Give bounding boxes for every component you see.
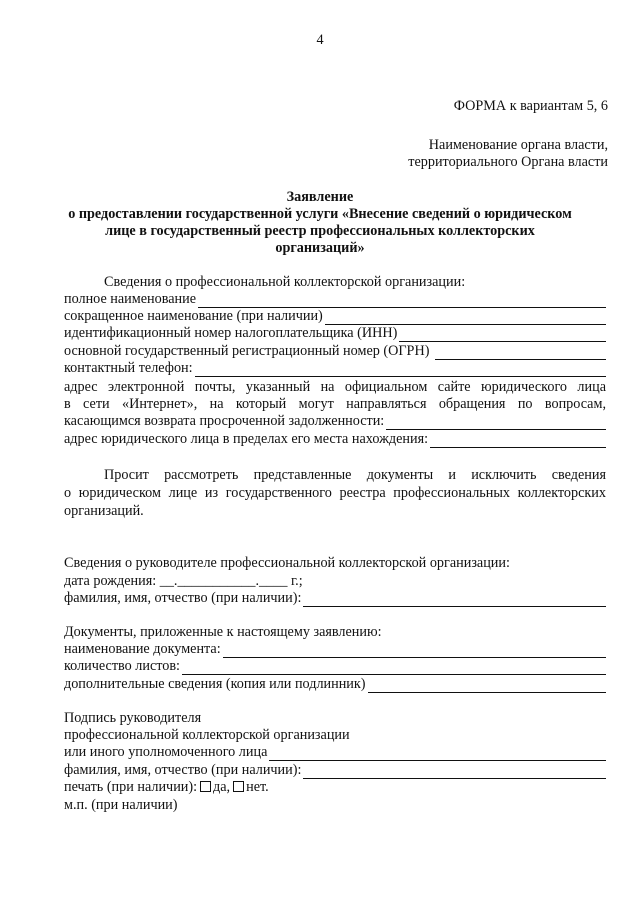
head-section-heading: Сведения о руководителе профессиональной коллекторской организации: [64,555,510,571]
email-line-3: касающимся возврата просроченной задолженности: [64,413,385,429]
title-line-1: о предоставлении государственной услуги «Внесение сведений о юридическом [68,206,572,222]
email-row [64,413,606,430]
doc-name-label: наименование документа: [64,641,221,657]
stamp-yes-checkbox[interactable] [200,781,211,792]
ogrn-row [64,343,606,360]
signature-line-1: Подпись руководителя [64,710,202,726]
full-name-field[interactable] [198,294,606,308]
address-row [64,431,606,448]
stamp-yes-label: да, [213,779,231,795]
document-title: Заявление [286,189,354,205]
org-section-heading: Сведения о профессиональной коллекторской организации: [104,274,466,290]
birth-row [64,573,303,590]
sheets-label: количество листов: [64,658,180,674]
email-line-2: в сети «Интернет», на который могут направляться обращения по вопросам, [64,396,606,412]
head-fio-field[interactable] [303,593,606,607]
phone-field[interactable] [195,363,606,377]
form-reference: ФОРМА к вариантам 5, 6 [453,98,608,114]
signature-line-2: профессиональной коллекторской организации [64,727,350,743]
request-line-2: о юридическом лице из государственного реестра профессиональных коллекторских [64,485,606,501]
inn-label: идентификационный номер налогоплательщика (ИНН) [64,325,398,341]
birth-label: дата рождения: [64,573,157,589]
stamp-row [64,779,269,796]
inn-field[interactable] [399,328,606,342]
signer-fio-label: фамилия, имя, отчество (при наличии): [64,762,302,778]
inn-row [64,325,606,342]
doc-name-field[interactable] [223,644,606,658]
signer-fio-row [64,762,606,779]
signature-field[interactable] [269,747,606,761]
title-line-2: лице в государственный реестр профессиональных коллекторских [105,223,535,239]
phone-label: контактный телефон: [64,360,193,376]
sheets-field[interactable] [182,661,606,675]
short-name-row [64,308,606,325]
signer-fio-field[interactable] [303,765,606,779]
request-line-3: организаций. [64,503,144,519]
request-line-1: Просит рассмотреть представленные документы и исключить сведения [104,467,606,483]
signature-line-3: или иного уполномоченного лица [64,744,268,760]
birth-date-field[interactable]: __.___________.____ г.; [159,573,303,589]
mp-label: м.п. (при наличии) [64,797,178,813]
title-line-3: организаций» [275,240,365,256]
docs-section-heading: Документы, приложенные к настоящему заявлению: [64,624,382,640]
short-name-label: сокращенное наименование (при наличии) [64,308,323,324]
extra-row [64,676,606,693]
phone-row [64,360,606,377]
email-field[interactable] [386,416,606,430]
authority-line-1: Наименование органа власти, [428,137,608,153]
page-number: 4 [316,32,324,48]
sheets-row [64,658,606,675]
address-label: адрес юридического лица в пределах его места нахождения: [64,431,429,447]
email-line-1: адрес электронной почты, указанный на официальном сайте юридического лица [64,379,606,395]
stamp-label: печать (при наличии): [64,779,198,795]
stamp-no-label: нет. [246,779,269,795]
stamp-no-checkbox[interactable] [233,781,244,792]
full-name-row [64,291,606,308]
address-field[interactable] [430,434,606,448]
head-fio-label: фамилия, имя, отчество (при наличии): [64,590,302,606]
signature-row [64,744,606,761]
authority-line-2: территориального Органа власти [408,154,608,170]
extra-field[interactable] [368,679,606,693]
short-name-field[interactable] [325,311,606,325]
extra-label: дополнительные сведения (копия или подлинник) [64,676,366,692]
ogrn-field[interactable] [435,346,606,360]
doc-name-row [64,641,606,658]
ogrn-label: основной государственный регистрационный номер (ОГРН) [64,343,430,359]
head-fio-row [64,590,606,607]
full-name-label: полное наименование [64,291,197,307]
